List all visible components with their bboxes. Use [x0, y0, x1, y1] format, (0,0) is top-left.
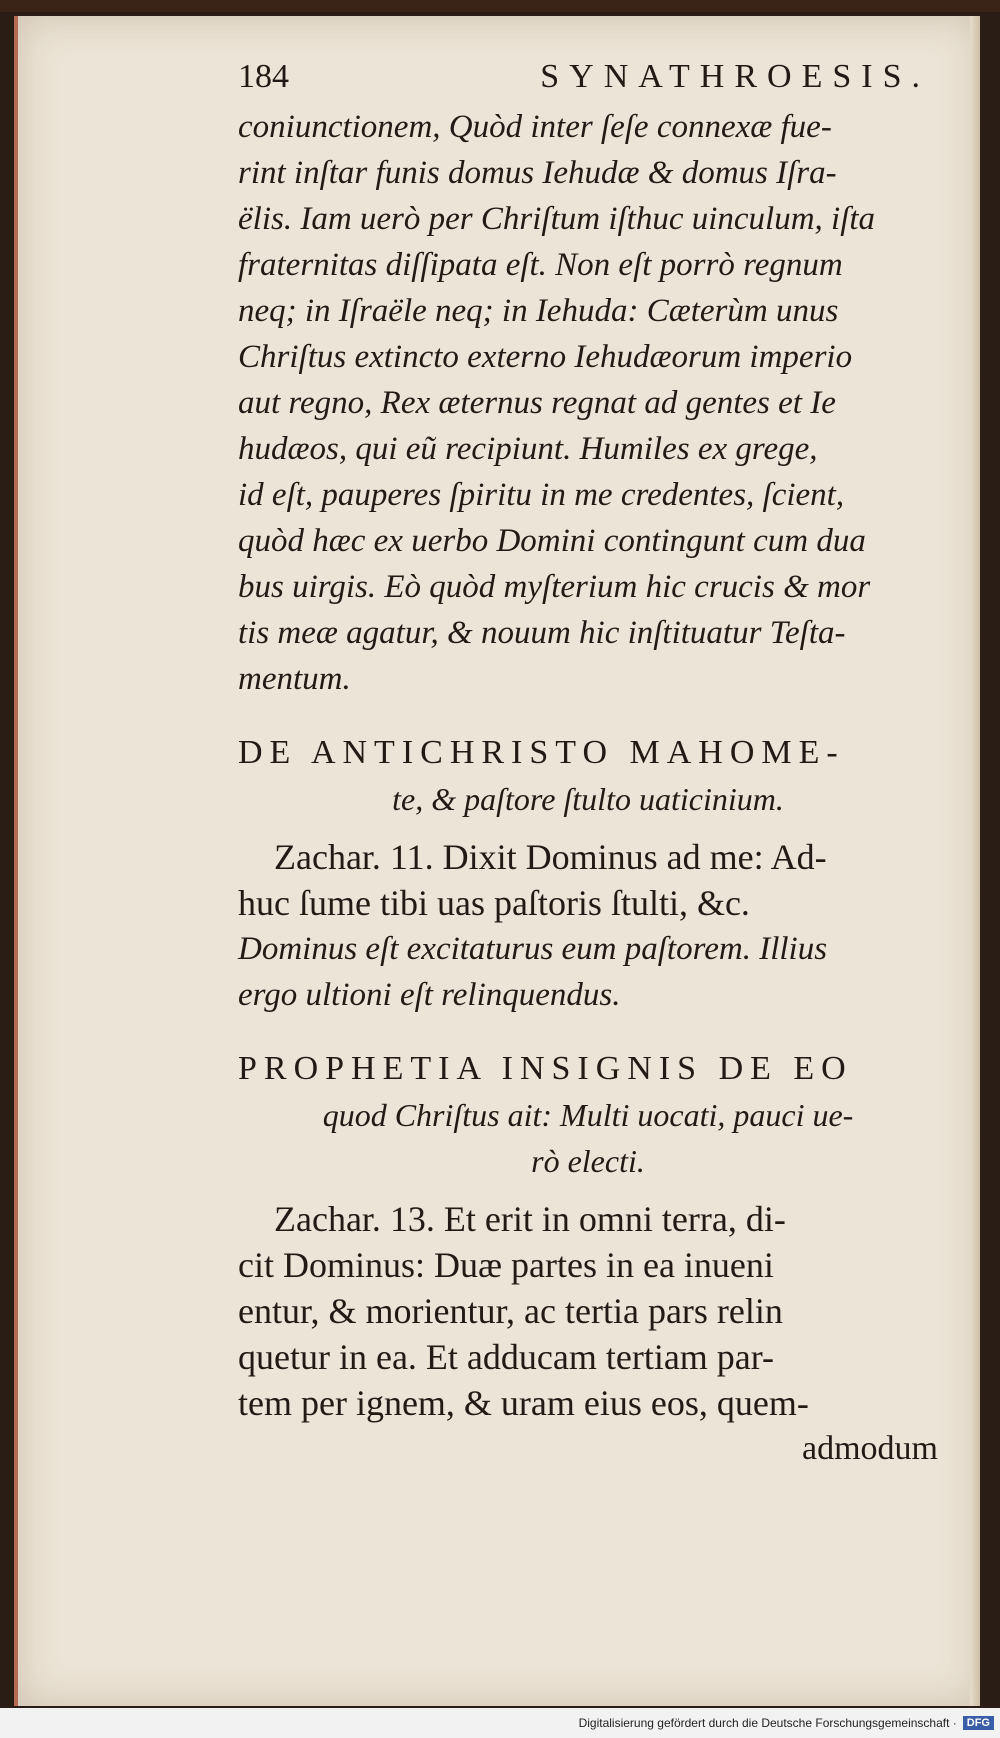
text-line: bus uirgis. Eò quòd myſterium hic crucis & mor — [238, 569, 871, 605]
text-line: rò electi. — [531, 1143, 645, 1179]
paragraph-2-gloss — [238, 926, 938, 1018]
paragraph-3 — [238, 1196, 938, 1426]
running-title: SYNATHROESIS. — [540, 58, 930, 95]
text-line: Chriſtus extincto externo Iehudæorum imperio — [238, 339, 853, 375]
section-subheading-prophetia — [238, 1092, 938, 1184]
text-line: ëlis. Iam uerò per Chriſtum iſthuc uinculum, iſta — [238, 201, 876, 237]
text-line: rint inſtar funis domus Iehudæ & domus Iſra- — [238, 155, 837, 191]
text-line: Zachar. 11. Dixit Dominus ad me: Ad- — [274, 837, 827, 877]
page-header — [238, 58, 938, 96]
text-line: tis meæ agatur, & nouum hic inſtituatur Teſta- — [238, 615, 846, 651]
text-line: ergo ultioni eſt relinquendus. — [238, 977, 621, 1013]
paragraph-1 — [238, 104, 938, 702]
folio-number: 184 — [238, 58, 289, 95]
section-subheading-antichristo: te, & paſtore ſtulto uaticinium. — [392, 781, 784, 817]
text-line: quod Chriſtus ait: Multi uocati, pauci ue- — [322, 1097, 854, 1133]
text-line: fraternitas diſſipata eſt. Non eſt porrò regnum — [238, 247, 843, 283]
digitization-footer — [0, 1708, 1000, 1738]
text-line: tem per ignem, & uram eius eos, quem- — [238, 1383, 809, 1423]
paragraph-2 — [238, 834, 938, 926]
text-line: Zachar. 13. Et erit in omni terra, di- — [274, 1199, 786, 1239]
text-line: Dominus eſt excitaturus eum paſtorem. Illius — [238, 931, 828, 967]
text-line: cit Dominus: Duæ partes in ea inueni — [238, 1245, 774, 1285]
text-line: coniunctionem, Quòd inter ſeſe connexæ fue- — [238, 109, 832, 145]
text-line: neq; in Iſraële neq; in Iehuda: Cæterùm unus — [238, 293, 839, 329]
page-text — [238, 58, 938, 1472]
text-line: aut regno, Rex æternus regnat ad gentes et Ie — [238, 385, 836, 421]
text-line: hudæos, qui eũ recipiunt. Humiles ex grege, — [238, 431, 818, 467]
footer-credit: Digitalisierung gefördert durch die Deutsche Forschungsgemeinschaft · — [578, 1716, 957, 1730]
text-line: mentum. — [238, 661, 351, 697]
catchword: admodum — [802, 1430, 938, 1467]
dfg-logo: DFG — [963, 1716, 994, 1730]
text-line: huc ſume tibi uas paſtoris ſtulti, &c. — [238, 883, 750, 923]
book-edge-strip — [0, 0, 1000, 12]
text-line: quetur in ea. Et adducam tertiam par- — [238, 1337, 775, 1377]
text-line: entur, & morientur, ac tertia pars relin — [238, 1291, 783, 1331]
section-heading-prophetia: PROPHETIA INSIGNIS DE EO — [238, 1050, 853, 1087]
text-line: quòd hæc ex uerbo Domini contingunt cum dua — [238, 523, 866, 559]
section-heading-antichristo: DE ANTICHRISTO MAHOME- — [238, 734, 845, 771]
page-edge — [970, 16, 980, 1706]
text-line: id eſt, pauperes ſpiritu in me credentes, ſcient, — [238, 477, 845, 513]
